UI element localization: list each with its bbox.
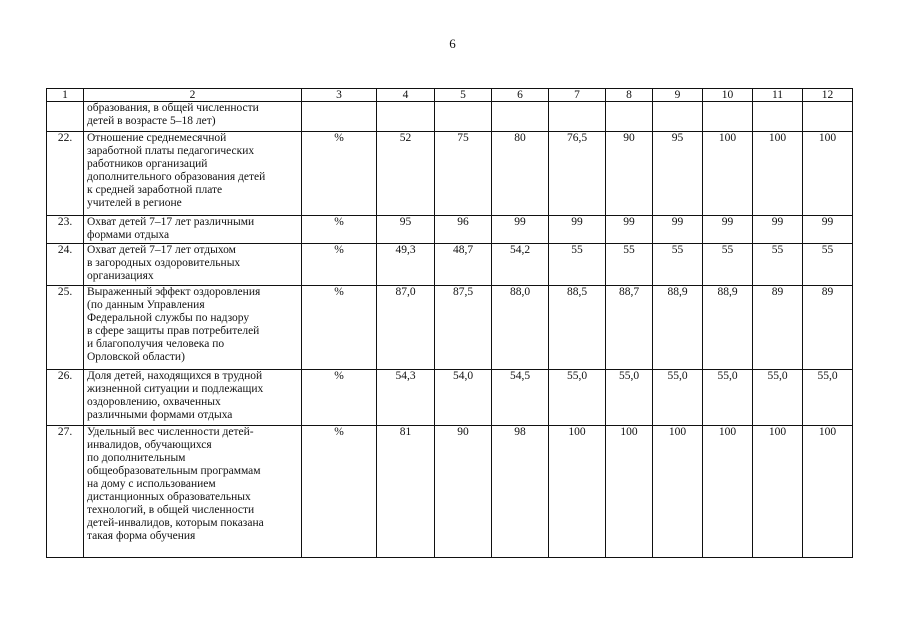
column-number-cell: 1	[47, 89, 84, 102]
value-cell: 100	[803, 132, 853, 216]
value-cell	[803, 102, 853, 132]
table-row	[47, 216, 853, 244]
value-cell: 89	[753, 286, 803, 370]
value-cell	[703, 102, 753, 132]
value-cell: 100	[753, 426, 803, 558]
value-cell: 88,9	[653, 286, 703, 370]
unit-cell: %	[302, 132, 377, 216]
row-number-cell: 27.	[47, 426, 84, 558]
page-number: 6	[449, 36, 456, 51]
table-row	[47, 244, 853, 286]
column-number-cell: 7	[549, 89, 606, 102]
unit-cell: %	[302, 244, 377, 286]
column-number-cell: 4	[377, 89, 435, 102]
row-number-cell: 23.	[47, 216, 84, 244]
value-cell: 87,0	[377, 286, 435, 370]
indicator-name-cell: Охват детей 7–17 лет различными формами отдыха	[84, 216, 302, 244]
value-cell: 100	[549, 426, 606, 558]
value-cell: 88,0	[492, 286, 549, 370]
value-cell: 55,0	[703, 370, 753, 426]
column-number-cell: 3	[302, 89, 377, 102]
value-cell: 80	[492, 132, 549, 216]
value-cell: 81	[377, 426, 435, 558]
value-cell: 48,7	[435, 244, 492, 286]
value-cell: 54,5	[492, 370, 549, 426]
value-cell: 95	[653, 132, 703, 216]
row-number-cell: 24.	[47, 244, 84, 286]
indicator-name-cell: Охват детей 7–17 лет отдыхом в загородных оздоровительных организациях	[84, 244, 302, 286]
column-number-cell: 2	[84, 89, 302, 102]
value-cell	[549, 102, 606, 132]
column-number-cell: 10	[703, 89, 753, 102]
value-cell: 99	[606, 216, 653, 244]
value-cell: 99	[549, 216, 606, 244]
column-number-cell: 6	[492, 89, 549, 102]
unit-cell: %	[302, 286, 377, 370]
value-cell: 55,0	[803, 370, 853, 426]
column-number-cell: 12	[803, 89, 853, 102]
value-cell: 100	[703, 426, 753, 558]
table-row	[47, 286, 853, 370]
value-cell: 54,3	[377, 370, 435, 426]
indicator-name-cell: Удельный вес численности детей- инвалидов, обучающихся по дополнительным общеобразовательным программам на дому с использованием дистанционных образовательных технологий, в общей численности детей-инвалидов, которым показана такая форма обучения	[84, 426, 302, 558]
value-cell: 54,0	[435, 370, 492, 426]
table-row	[47, 426, 853, 558]
column-number-cell: 9	[653, 89, 703, 102]
indicator-table	[46, 88, 853, 558]
value-cell: 55	[703, 244, 753, 286]
value-cell: 54,2	[492, 244, 549, 286]
value-cell: 55	[803, 244, 853, 286]
value-cell: 55,0	[653, 370, 703, 426]
indicator-name-cell: Выраженный эффект оздоровления (по данным Управления Федеральной службы по надзору в сфере защиты прав потребителей и благополучия человека по Орловской области)	[84, 286, 302, 370]
value-cell: 95	[377, 216, 435, 244]
value-cell	[653, 102, 703, 132]
column-number-cell: 5	[435, 89, 492, 102]
value-cell: 99	[753, 216, 803, 244]
row-number-cell	[47, 102, 84, 132]
column-number-row	[47, 89, 853, 102]
table-row	[47, 132, 853, 216]
value-cell: 96	[435, 216, 492, 244]
value-cell: 55,0	[753, 370, 803, 426]
unit-cell: %	[302, 370, 377, 426]
value-cell: 100	[703, 132, 753, 216]
value-cell: 75	[435, 132, 492, 216]
value-cell: 55,0	[549, 370, 606, 426]
value-cell	[435, 102, 492, 132]
value-cell: 99	[703, 216, 753, 244]
column-number-cell: 8	[606, 89, 653, 102]
row-number-cell: 26.	[47, 370, 84, 426]
value-cell: 100	[653, 426, 703, 558]
value-cell: 87,5	[435, 286, 492, 370]
value-cell: 88,5	[549, 286, 606, 370]
indicator-name-cell: Отношение среднемесячной заработной платы педагогических работников организаций дополнительного образования детей к средней заработной плате учителей в регионе	[84, 132, 302, 216]
table-row	[47, 370, 853, 426]
unit-cell	[302, 102, 377, 132]
value-cell: 100	[753, 132, 803, 216]
row-number-cell: 25.	[47, 286, 84, 370]
value-cell: 55,0	[606, 370, 653, 426]
value-cell: 89	[803, 286, 853, 370]
value-cell: 98	[492, 426, 549, 558]
value-cell	[753, 102, 803, 132]
value-cell: 55	[549, 244, 606, 286]
value-cell	[492, 102, 549, 132]
value-cell: 76,5	[549, 132, 606, 216]
value-cell: 88,9	[703, 286, 753, 370]
indicator-name-cell: Доля детей, находящихся в трудной жизненной ситуации и подлежащих оздоровлению, охваченных различными формами отдыха	[84, 370, 302, 426]
value-cell: 99	[653, 216, 703, 244]
value-cell	[377, 102, 435, 132]
value-cell: 99	[492, 216, 549, 244]
unit-cell: %	[302, 426, 377, 558]
value-cell: 100	[803, 426, 853, 558]
table-row	[47, 102, 853, 132]
value-cell: 90	[606, 132, 653, 216]
value-cell: 52	[377, 132, 435, 216]
column-number-cell: 11	[753, 89, 803, 102]
value-cell: 90	[435, 426, 492, 558]
value-cell: 55	[753, 244, 803, 286]
value-cell: 99	[803, 216, 853, 244]
indicator-name-cell: образования, в общей численности детей в возрасте 5–18 лет)	[84, 102, 302, 132]
value-cell: 55	[606, 244, 653, 286]
unit-cell: %	[302, 216, 377, 244]
value-cell	[606, 102, 653, 132]
value-cell: 55	[653, 244, 703, 286]
row-number-cell: 22.	[47, 132, 84, 216]
value-cell: 49,3	[377, 244, 435, 286]
value-cell: 100	[606, 426, 653, 558]
value-cell: 88,7	[606, 286, 653, 370]
